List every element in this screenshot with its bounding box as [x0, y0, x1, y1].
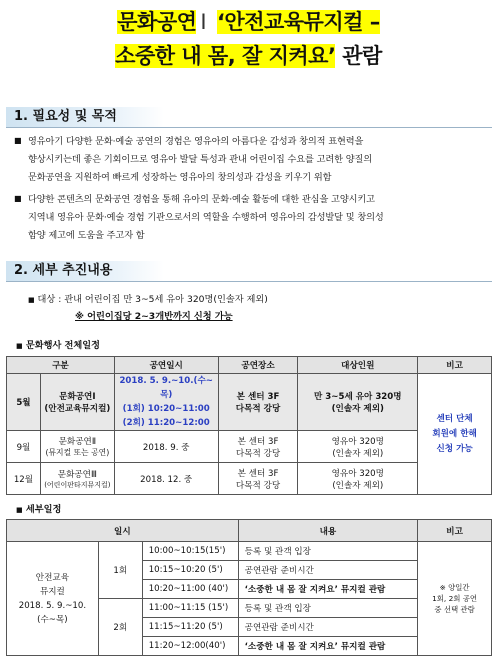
- title-separator: Ⅰ: [200, 10, 207, 34]
- events-title-text: 문화행사 전체일정: [25, 340, 101, 351]
- target-cell: [298, 431, 418, 463]
- col-header: 공연일시: [114, 357, 218, 374]
- cell-line: (어린이판타지뮤지컬): [44, 480, 111, 489]
- cell-line: (인솔자 제외): [332, 480, 384, 491]
- events-schedule-table: [6, 356, 492, 495]
- cell-line: ※ 양일간: [439, 583, 470, 592]
- cell-line: 회원에 한해: [432, 428, 477, 439]
- cell-line: (뮤지컬 또는 공연): [45, 448, 110, 457]
- title-suffix: 관람: [342, 44, 382, 68]
- cell-line: (인솔자 제외): [331, 404, 384, 414]
- table-header-row: [7, 520, 492, 542]
- event-cell: [7, 542, 99, 656]
- table-header-row: [7, 357, 492, 374]
- cell-line: 안전교육: [35, 572, 70, 583]
- time-cell: 11:00~11:15 (15'): [142, 599, 238, 618]
- cell-line: 센터 단체: [436, 413, 473, 424]
- date-cell: [114, 374, 218, 431]
- content-cell: 등록 및 관객 입장: [238, 542, 417, 561]
- title-event-label: 문화공연: [117, 10, 197, 34]
- cell-line: 다목적 강당: [235, 404, 281, 414]
- title-show-name-part2: 소중한 내 몸, 잘 지켜요’: [115, 44, 336, 68]
- bullet-icon: ■: [16, 506, 23, 514]
- cell-line: 본 센터 3F: [236, 392, 280, 402]
- col-header: 구분: [7, 357, 115, 374]
- cell-line: 문화공연Ⅰ: [59, 392, 96, 402]
- detail-title: [16, 501, 61, 515]
- month-cell: 12월: [7, 463, 41, 495]
- section-divider: [6, 281, 492, 282]
- target-text: 대상 : 관내 어린이집 만 3~5세 유아 320명(인솔자 제외): [37, 294, 268, 305]
- target-line: [28, 291, 268, 305]
- document-title-line1: [0, 6, 497, 36]
- title-show-name-part1: ‘안전교육뮤지컬 –: [216, 10, 380, 34]
- purpose-paragraph-1: [28, 133, 490, 187]
- table-row: [7, 374, 492, 431]
- cell-line: 문화공연Ⅲ: [57, 469, 97, 480]
- bullet-icon: ■: [16, 342, 23, 350]
- paragraph-line: 문화공연을 지원하여 빠르게 성장하는 영유아의 창의성과 감성을 키우기 위함: [28, 172, 332, 183]
- bullet-icon: ■: [14, 194, 22, 203]
- time-cell: 10:15~10:20 (5'): [142, 561, 238, 580]
- cell-line: 다목적 강당: [235, 448, 281, 459]
- section-heading-purpose: 1. 필요성 및 목적: [6, 107, 164, 127]
- month-cell: 9월: [7, 431, 41, 463]
- time-cell: 10:20~11:00 (40'): [142, 580, 238, 599]
- target-cell: [298, 463, 418, 495]
- round-cell: 2회: [98, 599, 142, 656]
- place-cell: [218, 463, 298, 495]
- cell-line: (안전교육뮤지컬): [44, 404, 111, 414]
- bullet-icon: ■: [14, 136, 22, 145]
- date-cell: 2018. 9. 중: [114, 431, 218, 463]
- event-name-cell: [40, 463, 114, 495]
- event-name-cell: [40, 374, 114, 431]
- time-cell: 11:15~11:20 (5'): [142, 618, 238, 637]
- cell-line: (수~목): [37, 614, 68, 625]
- col-header: 공연장소: [218, 357, 298, 374]
- paragraph-line: 지역내 영유아 문화‧예술 경험 기관으로서의 역할을 수행하여 영유아의 감성발달 및 창의성: [28, 212, 384, 223]
- place-cell: [218, 374, 298, 431]
- remark-cell: [418, 542, 492, 656]
- content-cell: 공연관람 준비시간: [238, 618, 417, 637]
- events-title: [16, 337, 100, 351]
- content-cell: ‘소중한 내 몸 잘 지켜요’ 뮤지컬 관람: [238, 637, 417, 656]
- document-title-line2: [0, 40, 497, 70]
- target-cell: [298, 374, 418, 431]
- cell-line: 영유아 320명: [331, 436, 384, 447]
- detail-title-text: 세부일정: [25, 504, 62, 515]
- time-cell: 11:20~12:00(40'): [142, 637, 238, 656]
- detail-schedule-table: [6, 519, 492, 656]
- col-header: 내용: [238, 520, 417, 542]
- col-header: 일시: [7, 520, 239, 542]
- cell-line: (2회) 11:20~12:00: [122, 418, 210, 428]
- remark-cell: [418, 374, 492, 495]
- section-divider: [6, 127, 492, 128]
- cell-line: 2018. 5. 9.~10.: [18, 600, 87, 611]
- col-header: 비고: [418, 520, 492, 542]
- col-header: 대상인원: [298, 357, 418, 374]
- cell-line: 중 선택 관람: [434, 605, 475, 614]
- content-cell: ‘소중한 내 몸 잘 지켜요’ 뮤지컬 관람: [238, 580, 417, 599]
- cell-line: 뮤지컬: [39, 586, 65, 597]
- col-header: 비고: [418, 357, 492, 374]
- section-heading-details: 2. 세부 추진내용: [6, 261, 164, 281]
- month-cell: 5월: [7, 374, 41, 431]
- paragraph-line: 함양 제고에 도움을 주고자 함: [28, 230, 145, 241]
- table-row: [7, 542, 492, 561]
- paragraph-line: 다양한 콘텐츠의 문화공연 경험을 통해 유아의 문화‧예술 활동에 대한 관심을 고양시키고: [28, 194, 375, 205]
- date-cell: 2018. 12. 중: [114, 463, 218, 495]
- purpose-paragraph-2: [28, 191, 490, 245]
- cell-line: 본 센터 3F: [237, 436, 279, 447]
- content-cell: 등록 및 관객 입장: [238, 599, 417, 618]
- cell-line: 1회, 2회 공연: [432, 594, 478, 603]
- cell-line: 본 센터 3F: [237, 468, 279, 479]
- cell-line: 만 3~5세 유아 320명: [313, 392, 402, 402]
- cell-line: 문화공연Ⅱ: [58, 437, 97, 447]
- place-cell: [218, 431, 298, 463]
- cell-line: 신청 가능: [436, 443, 473, 454]
- paragraph-line: 영유아기 다양한 문화‧예술 공연의 경험은 영유아의 아름다운 감성과 창의적 표현력을: [28, 136, 364, 147]
- round-cell: 1회: [98, 542, 142, 599]
- apply-note: ※ 어린이집당 2~3개반까지 신청 가능: [75, 311, 233, 322]
- cell-line: 다목적 강당: [235, 480, 281, 491]
- event-name-cell: [40, 431, 114, 463]
- cell-line: (1회) 10:20~11:00: [122, 404, 210, 414]
- cell-line: (인솔자 제외): [332, 448, 384, 459]
- time-cell: 10:00~10:15(15'): [142, 542, 238, 561]
- cell-line: 영유아 320명: [331, 468, 384, 479]
- content-cell: 공연관람 준비시간: [238, 561, 417, 580]
- paragraph-line: 향상시키는데 좋은 기회이므로 영유아 발달 특성과 관내 어린이집 수요를 고려한 양질의: [28, 154, 373, 165]
- cell-line: 2018. 5. 9.~10.(수~목): [119, 376, 213, 400]
- bullet-icon: ■: [28, 296, 35, 304]
